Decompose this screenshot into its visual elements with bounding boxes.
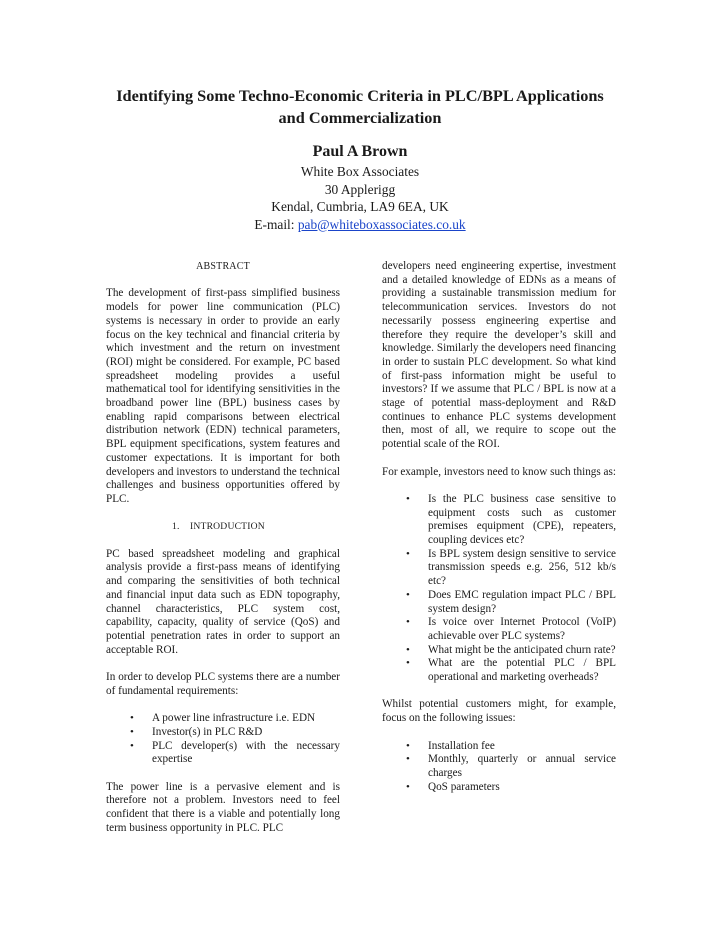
bullet-icon: • bbox=[406, 492, 410, 505]
list-item: • Is BPL system design sensitive to service transmission speeds e.g. 256, 512 kb/s etc? bbox=[406, 547, 616, 588]
affiliation-email-line bbox=[60, 216, 660, 234]
bullet-icon: • bbox=[406, 739, 410, 752]
list-item: • Monthly, quarterly or annual service charges bbox=[406, 753, 616, 779]
intro-paragraph-1: PC based spreadsheet modeling and graphical analysis provide a first-pass means of identifying and comparing the sensitivities of both technical and financial input data such as EDN topography, channel characteristics, PLC system cost, capability, capacity, quality of service (QoS) and potential penetration rates in order to support an acceptable ROI. bbox=[106, 547, 340, 656]
email-label: E-mail: bbox=[254, 216, 298, 232]
title-line-2: and Commercialization bbox=[278, 108, 442, 127]
bullet-icon: • bbox=[406, 616, 410, 629]
bullet-icon: • bbox=[406, 643, 410, 656]
customer-issues-list bbox=[382, 740, 616, 795]
abstract-text: The development of first-pass simplified business models for power line communication (PLC) systems is necessary in order to provide an early focus on the key technical and financial criteria by which investment and the return on investment (ROI) might be considered. For example, PC based spreadsheet modeling provides a useful mathematical tool for identifying sensitivities in the broadband power line (BPL) business cases by enabling rapid comparisons between electrical distribution network (EDN) technical parameters, BPL equipment specifications, system features and customer expectations. It is important for both developers and investors to understand the technical challenges and business opportunities offered by PLC. bbox=[106, 287, 340, 505]
right-column bbox=[382, 260, 616, 794]
right-paragraph-3: Whilst potential customers might, for example, focus on the following issues: bbox=[382, 698, 616, 725]
affiliation-org: White Box Associates bbox=[300, 164, 420, 179]
abstract-heading: ABSTRACT bbox=[196, 261, 250, 272]
intro-paragraph-3: The power line is a pervasive element and is therefore not a problem. Investors need to feel confident that there is a viable and potentially long term business opportunity in PLC. PLC bbox=[106, 780, 340, 834]
bullet-icon: • bbox=[406, 547, 410, 560]
requirements-list bbox=[106, 712, 340, 767]
list-item: • A power line infrastructure i.e. EDN bbox=[130, 712, 316, 725]
section-heading-introduction bbox=[106, 520, 340, 534]
bullet-icon: • bbox=[406, 753, 410, 766]
section-number: 1. bbox=[172, 521, 180, 533]
bullet-icon: • bbox=[406, 780, 410, 793]
investor-questions-list bbox=[382, 493, 616, 685]
title-line-1: Identifying Some Techno-Economic Criteria in PLC/BPL Applications bbox=[116, 86, 604, 105]
affiliation-city: Kendal, Cumbria, LA9 6EA, UK bbox=[271, 199, 449, 214]
left-column bbox=[106, 260, 340, 835]
list-item: • QoS parameters bbox=[406, 780, 500, 793]
right-paragraph-1: developers need engineering expertise, investment and a detailed knowledge of EDNs as a means of providing a sustainable transmission medium for telecommunication services. Investors do not necessarily possess engineering expertise and therefore they require the developer’s skill and knowledge. Similarly the developers need financing in order to sustain PLC development. So what kind of first-pass information might be useful to investors? If we assume that PLC / BPL is now at a stage of potential mass-deployment and R&D continues to enhance PLC systems development then, most of all, we require to scope out the potential scale of the ROI. bbox=[382, 260, 616, 451]
bullet-icon: • bbox=[130, 739, 134, 752]
bullet-icon: • bbox=[130, 712, 134, 725]
intro-paragraph-2: In order to develop PLC systems there are a number of fundamental requirements: bbox=[106, 671, 340, 697]
list-item: • Investor(s) in PLC R&D bbox=[130, 725, 263, 738]
bullet-icon: • bbox=[130, 725, 134, 738]
author-name: Paul A Brown bbox=[312, 143, 408, 160]
section-title: INTRODUCTION bbox=[190, 521, 265, 533]
paper-title bbox=[60, 85, 660, 129]
list-item: • Installation fee bbox=[406, 739, 495, 752]
email-link[interactable]: pab@whiteboxassociates.co.uk bbox=[297, 216, 466, 232]
bullet-icon: • bbox=[406, 588, 410, 601]
author-block bbox=[60, 141, 660, 233]
list-item: • PLC developer(s) with the necessary expertise bbox=[130, 739, 340, 766]
list-item: • Is the PLC business case sensitive to equipment costs such as customer premises equipment (CPE), repeaters, coupling devices etc? bbox=[406, 492, 616, 547]
list-item: • Is voice over Internet Protocol (VoIP) achievable over PLC systems? bbox=[406, 616, 616, 642]
list-item: • What are the potential PLC / BPL operational and marketing overheads? bbox=[406, 657, 616, 684]
affiliation-street: 30 Applerigg bbox=[324, 181, 396, 197]
list-item: • Does EMC regulation impact PLC / BPL system design? bbox=[406, 588, 616, 615]
right-paragraph-2: For example, investors need to know such things as: bbox=[382, 465, 616, 478]
bullet-icon: • bbox=[406, 657, 410, 670]
list-item: • What might be the anticipated churn rate? bbox=[406, 643, 616, 656]
